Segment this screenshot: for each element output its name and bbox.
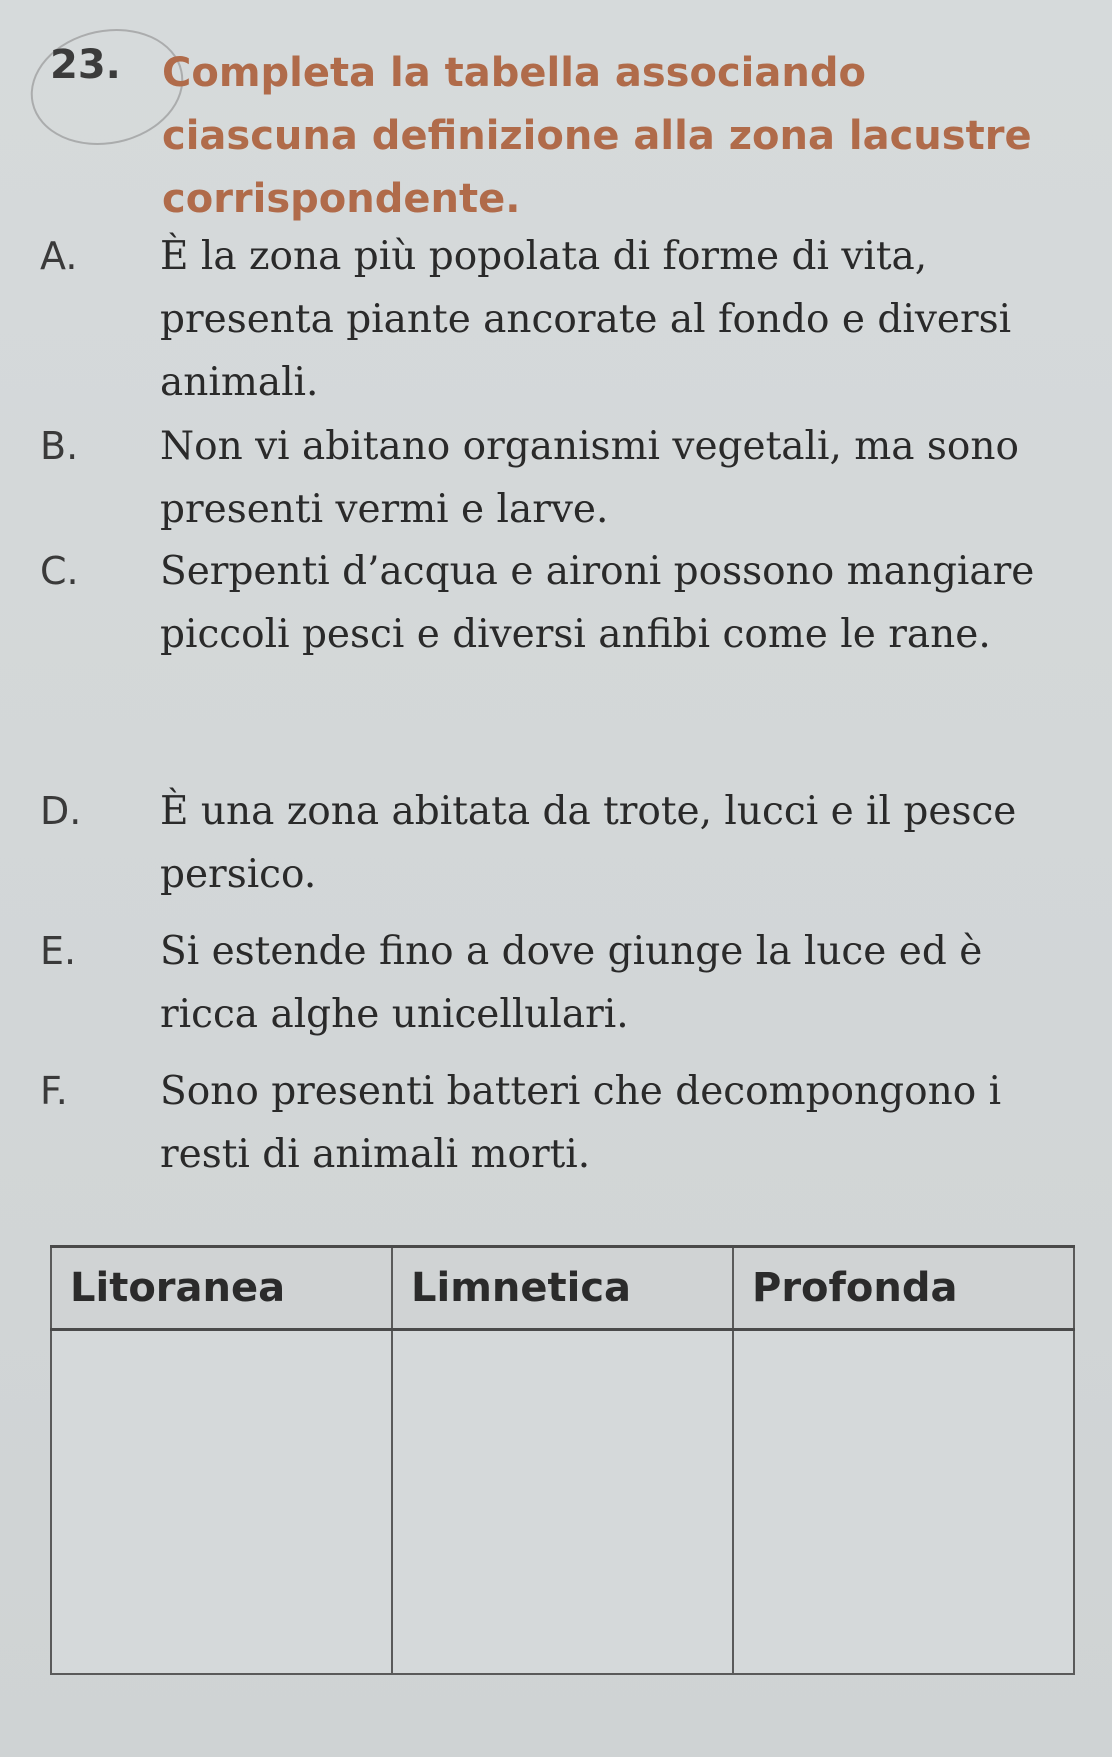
exercise-title: Completa la tabella associando ciascuna definizione alla zona lacustre corrispondente. (162, 50, 1032, 222)
zone-table (50, 1245, 1075, 1675)
cell-profonda[interactable] (733, 1330, 1074, 1675)
item-text: È la zona più popolata di forme di vita, presenta piante ancorate al fondo e diversi animali. (160, 234, 1012, 405)
cell-limnetica[interactable] (392, 1330, 733, 1675)
exercise-number: 23. (50, 42, 121, 88)
item-text: Serpenti d’acqua e aironi possono mangiare piccoli pesci e diversi anfibi come le rane. (160, 549, 1035, 657)
header-limnetica: Limnetica (392, 1247, 733, 1330)
item-letter: E. (40, 929, 77, 973)
cell-litoranea[interactable] (51, 1330, 392, 1675)
item-text: Si estende fino a dove giunge la luce ed è ricca alghe unicellulari. (160, 929, 983, 1037)
table-row (51, 1330, 1074, 1675)
item-letter: B. (40, 424, 79, 468)
header-profonda: Profonda (733, 1247, 1074, 1330)
item-letter: C. (40, 549, 79, 593)
item-letter: F. (40, 1069, 68, 1113)
item-text: È una zona abitata da trote, lucci e il pesce persico. (160, 789, 1017, 897)
item-letter: D. (40, 789, 82, 833)
item-text: Non vi abitano organismi vegetali, ma sono presenti vermi e larve. (160, 424, 1019, 532)
item-letter: A. (40, 234, 78, 278)
header-litoranea: Litoranea (51, 1247, 392, 1330)
table-header-row (51, 1247, 1074, 1330)
item-text: Sono presenti batteri che decompongono i resti di animali morti. (160, 1069, 1002, 1177)
